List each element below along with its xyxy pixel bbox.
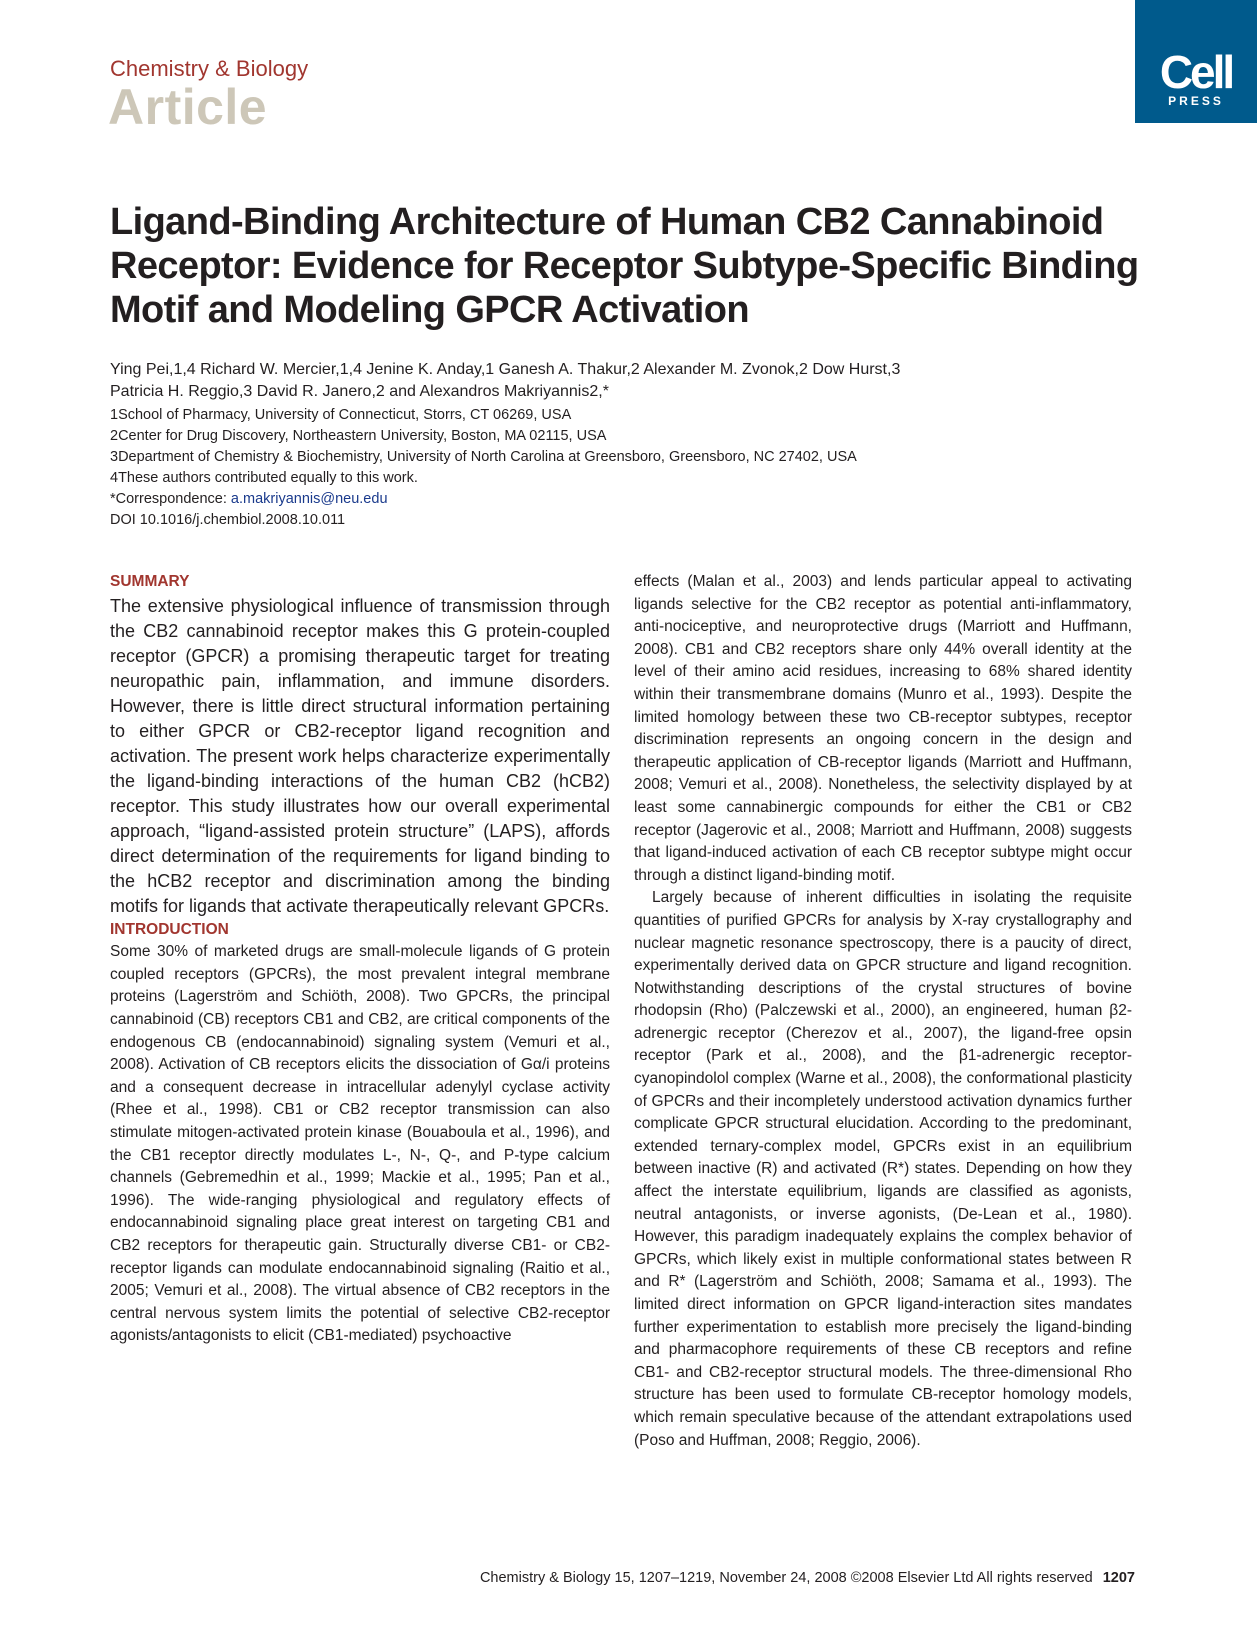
author-list (110, 359, 1160, 403)
correspondence (110, 489, 857, 510)
summary-heading: SUMMARY (110, 573, 190, 590)
summary-text: The extensive physiological influence of transmission through the CB2 cannabinoid receptor makes this G protein-coupled receptor (GPCR) a promising therapeutic target for treating neuropathic pain, inflammation, and immune disorders. However, there is little direct structural information pertaining to either GPCR or CB2-receptor ligand recognition and activation. The present work helps characterize experimentally the ligand-binding interactions of the human CB2 (hCB2) receptor. This study illustrates how our overall experimental approach, “ligand-assisted protein structure” (LAPS), affords direct determination of the requirements for ligand binding to the hCB2 receptor and discrimination among the binding motifs for ligands that activate therapeutically relevant GPCRs. (110, 595, 610, 916)
page-footer (480, 1570, 1135, 1586)
introduction-heading: INTRODUCTION (110, 920, 229, 938)
left-column (110, 571, 610, 1348)
authors-line-1: Ying Pei,1,4 Richard W. Mercier,1,4 Jenine K. Anday,1 Ganesh A. Thakur,2 Alexander M. Zvonok,2 Dow Hurst,3 (110, 361, 901, 378)
correspondence-label: *Correspondence: (110, 491, 231, 507)
right-column (634, 571, 1132, 1452)
correspondence-email-link[interactable]: a.makriyannis@neu.edu (230, 491, 388, 507)
footer-citation: Chemistry & Biology 15, 1207–1219, November 24, 2008 ©2008 Elsevier Ltd All rights reserved (479, 1570, 1093, 1586)
right-paragraph-1: effects (Malan et al., 2003) and lends particular appeal to activating ligands selective for the CB2 receptor as potential anti-inflammatory, anti-nociceptive, and neuroprotective drugs (Marriott and Huffmann, 2008). CB1 and CB2 receptors share only 44% overall identity at the level of their amino acid residues, increasing to 68% shared identity within their transmembrane domains (Munro et al., 1993). Despite the limited homology between these two CB-receptor subtypes, receptor discrimination represents an ongoing concern in the design and therapeutic application of CB-receptor ligands (Marriott and Huffmann, 2008; Vemuri et al., 2008). Nonetheless, the selectivity displayed by at least some cannabinergic compounds for either the CB1 or CB2 receptor (Jagerovic et al., 2008; Marriott and Huffmann, 2008) suggests that ligand-induced activation of each CB receptor subtype might occur through a distinct ligand-binding motif. (634, 573, 1132, 884)
affiliations (110, 405, 857, 531)
authors-line-2: Patricia H. Reggio,3 David R. Janero,2 and Alexandros Makriyannis2,* (110, 383, 609, 400)
doi: DOI 10.1016/j.chembiol.2008.10.011 (110, 512, 346, 528)
logo-sub-text: PRESS (1168, 94, 1224, 108)
journal-name: Chemistry & Biology (110, 56, 309, 81)
introduction-paragraph: Some 30% of marketed drugs are small-molecule ligands of G protein coupled receptors (GPCRs), the most prevalent integral membrane proteins (Lagerström and Schiöth, 2008). Two GPCRs, the principal cannabinoid (CB) receptors CB1 and CB2, are critical components of the endogenous CB (endocannabinoid) signaling system (Vemuri et al., 2008). Activation of CB receptors elicits the dissociation of Gα/i proteins and a consequent decrease in intracellular adenylyl cyclase activity (Rhee et al., 1998). CB1 or CB2 receptor transmission can also stimulate mitogen-activated protein kinase (Bouaboula et al., 1996), and the CB1 receptor directly modulates L-, N-, Q-, and P-type calcium channels (Gebremedhin et al., 1999; Mackie et al., 1995; Pan et al., 1996). The wide-ranging physiological and regulatory effects of endocannabinoid signaling place great interest on targeting CB1 and CB2 receptors for therapeutic gain. Structurally diverse CB1- or CB2-receptor ligands can modulate endocannabinoid signaling (Raitio et al., 2005; Vemuri et al., 2008). The virtual absence of CB2 receptors in the central nervous system limits the potential of selective CB2-receptor agonists/antagonists to elicit (CB1-mediated) psychoactive (110, 943, 610, 1345)
affiliation-4: 4These authors contributed equally to this work. (110, 470, 418, 486)
page-number: 1207 (1102, 1570, 1135, 1586)
right-paragraph-2: Largely because of inherent difficulties in isolating the requisite quantities of purified GPCRs for analysis by X-ray crystallography and nuclear magnetic resonance spectroscopy, there is a paucity of direct, experimentally derived data on GPCR structure and ligand recognition. Notwithstanding descriptions of the crystal structures of bovine rhodopsin (Rho) (Palczewski et al., 2000), an engineered, human β2-adrenergic receptor (Cherezov et al., 2007), the ligand-free opsin receptor (Park et al., 2008), and the β1-adrenergic receptor-cyanopindolol complex (Warne et al., 2008), the conformational plasticity of GPCRs and their incompletely understood activation dynamics further complicate GPCR structural elucidation. According to the predominant, extended ternary-complex model, GPCRs exist in an equilibrium between inactive (R) and activated (R*) states. Depending on how they affect the interstate equilibrium, ligands are classified as agonists, neutral antagonists, or inverse agonists, (De-Lean et al., 1980). However, this paradigm inadequately explains the complex behavior of GPCRs, which likely exist in multiple conformational states between R and R* (Lagerström and Schiöth, 2008; Samama et al., 1993). The limited direct information on GPCR ligand-interaction sites mandates further experimentation to establish more precisely the ligand-binding and pharmacophore requirements of these CB receptors and refine CB1- and CB2-receptor structural models. The three-dimensional Rho structure has been used to formulate CB-receptor homology models, which remain speculative because of the attendant extrapolations used (Poso and Huffman, 2008; Reggio, 2006). (634, 889, 1132, 1449)
affiliation-1: 1School of Pharmacy, University of Connecticut, Storrs, CT 06269, USA (110, 407, 572, 423)
affiliation-3: 3Department of Chemistry & Biochemistry, University of North Carolina at Greensboro, Greensboro, NC 27402, USA (110, 449, 857, 465)
cell-press-logo[interactable] (1135, 0, 1257, 123)
section-label: Article (108, 79, 268, 135)
logo-main-text: Cell (1159, 46, 1233, 98)
article-title: Ligand-Binding Architecture of Human CB2 Cannabinoid Receptor: Evidence for Receptor Subtype-Specific Binding Motif and Modeling GPCR Activation (110, 201, 1139, 331)
affiliation-2: 2Center for Drug Discovery, Northeastern University, Boston, MA 02115, USA (110, 428, 607, 444)
